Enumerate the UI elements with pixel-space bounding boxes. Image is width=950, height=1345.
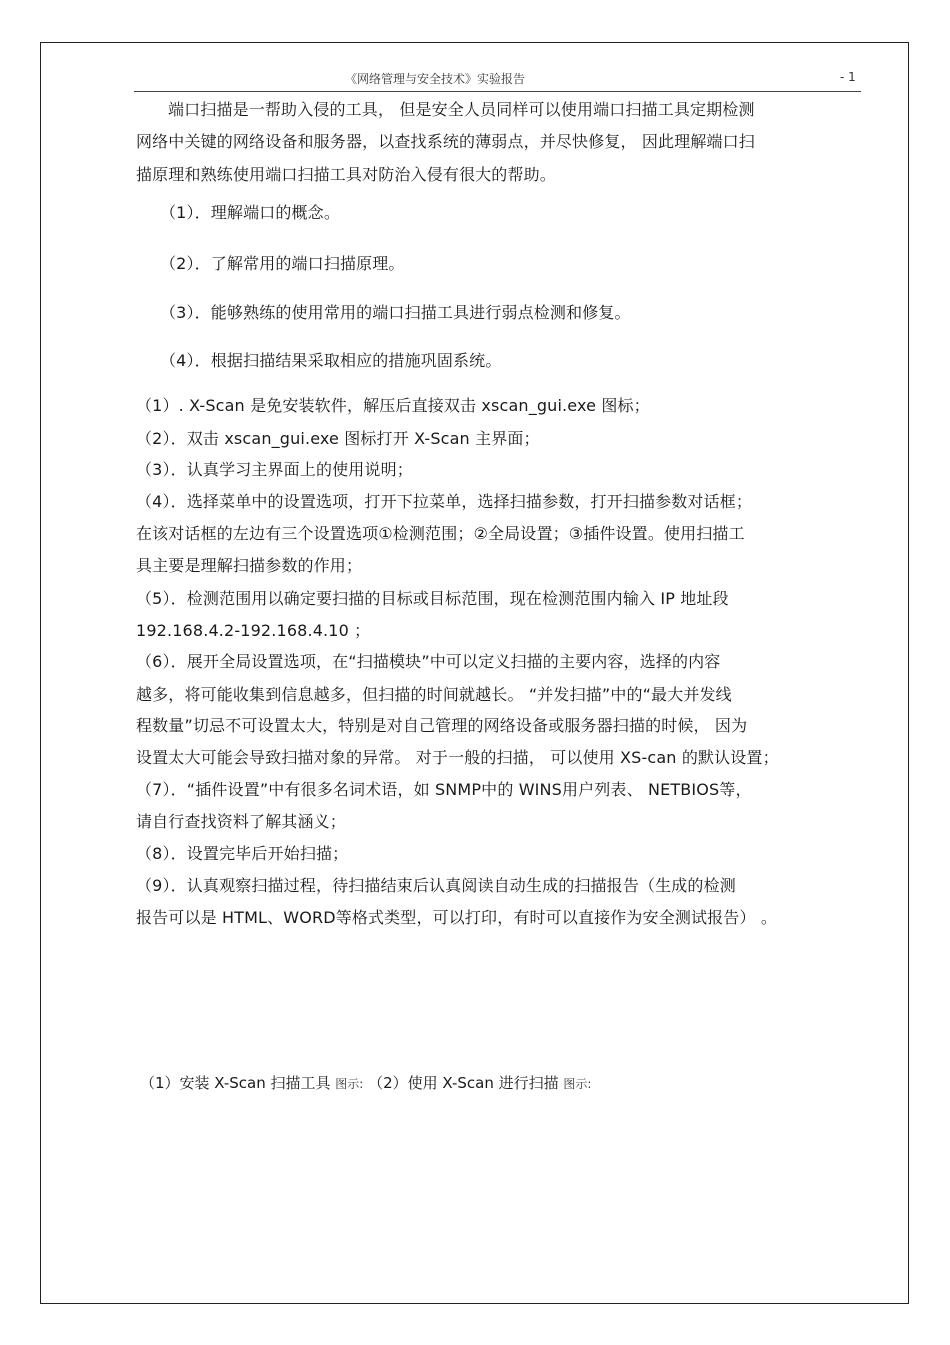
step-line: （6）．展开全局设置选项，在“扫描模块”中可以定义扫描的主要内容，选择的内容 xyxy=(136,652,721,671)
caption-install: （1）安装 X-Scan 扫描工具 xyxy=(140,1074,331,1092)
step-line: （8）．设置完毕后开始扫描； xyxy=(136,844,349,863)
page-border xyxy=(40,42,909,1304)
header-title: 《网络管理与安全技术》实验报告 xyxy=(344,72,525,86)
intro-line-2: 网络中关键的网络设备和服务器，以查找系统的薄弱点，并尽快修复， 因此理解端口扫 xyxy=(136,132,755,151)
step-line: 请自行查找资料了解其涵义； xyxy=(136,812,346,831)
figure-captions xyxy=(140,1072,591,1095)
step-line: 具主要是理解扫描参数的作用； xyxy=(136,556,363,575)
caption-install-label: 图示: xyxy=(335,1077,364,1091)
step-line: （5）．检测范围用以确定要扫描的目标或目标范围，现在检测范围内输入 IP 地址段 xyxy=(136,589,729,608)
step-line: 报告可以是 HTML、WORD等格式类型，可以打印，有时可以直接作为安全测试报告） 。 xyxy=(136,908,777,927)
intro-line-1: 端口扫描是一帮助入侵的工具， 但是安全人员同样可以使用端口扫描工具定期检测 xyxy=(168,100,755,119)
header-divider xyxy=(134,91,861,92)
caption-use: （2）使用 X-Scan 进行扫描 xyxy=(368,1074,559,1092)
objective-item: （2）．了解常用的端口扫描原理。 xyxy=(160,254,405,273)
step-line: （3）．认真学习主界面上的使用说明； xyxy=(136,460,413,479)
step-line: 程数量”切忌不可设置太大，特别是对自己管理的网络设备或服务器扫描的时候， 因为 xyxy=(136,716,748,735)
step-line: （9）．认真观察扫描过程，待扫描结束后认真阅读自动生成的扫描报告（生成的检测 xyxy=(136,876,736,895)
step-line: （7）．“插件设置”中有很多名词术语，如 SNMP中的 WINS用户列表、 NETBIOS等， xyxy=(136,780,752,799)
step-line: （2）．双击 xscan_gui.exe 图标打开 X-Scan 主界面； xyxy=(136,429,540,448)
intro-line-3: 描原理和熟练使用端口扫描工具对防治入侵有很大的帮助。 xyxy=(136,165,556,184)
objective-item: （1）．理解端口的概念。 xyxy=(160,203,340,222)
page-number: - 1 xyxy=(840,70,856,84)
step-line: 设置太大可能会导致扫描对象的异常。 对于一般的扫描， 可以使用 XS-can 的默认设置； xyxy=(136,748,779,767)
caption-use-label: 图示: xyxy=(563,1077,592,1091)
objective-item: （3）．能够熟练的使用常用的端口扫描工具进行弱点检测和修复。 xyxy=(160,303,631,322)
step-line: 在该对话框的左边有三个设置选项①检测范围；②全局设置；③插件设置。使用扫描工 xyxy=(136,524,745,543)
step-line: （1）. X-Scan 是免安装软件，解压后直接双击 xscan_gui.exe 图标； xyxy=(136,396,650,415)
step-line: 越多，将可能收集到信息越多，但扫描的时间就越长。 “并发扫描”中的“最大并发线 xyxy=(136,685,732,704)
objective-item: （4）．根据扫描结果采取相应的措施巩固系统。 xyxy=(160,351,502,370)
step-line: 192.168.4.2-192.168.4.10 ； xyxy=(136,621,371,640)
step-line: （4）．选择菜单中的设置选项，打开下拉菜单，选择扫描参数，打开扫描参数对话框； xyxy=(136,492,753,511)
